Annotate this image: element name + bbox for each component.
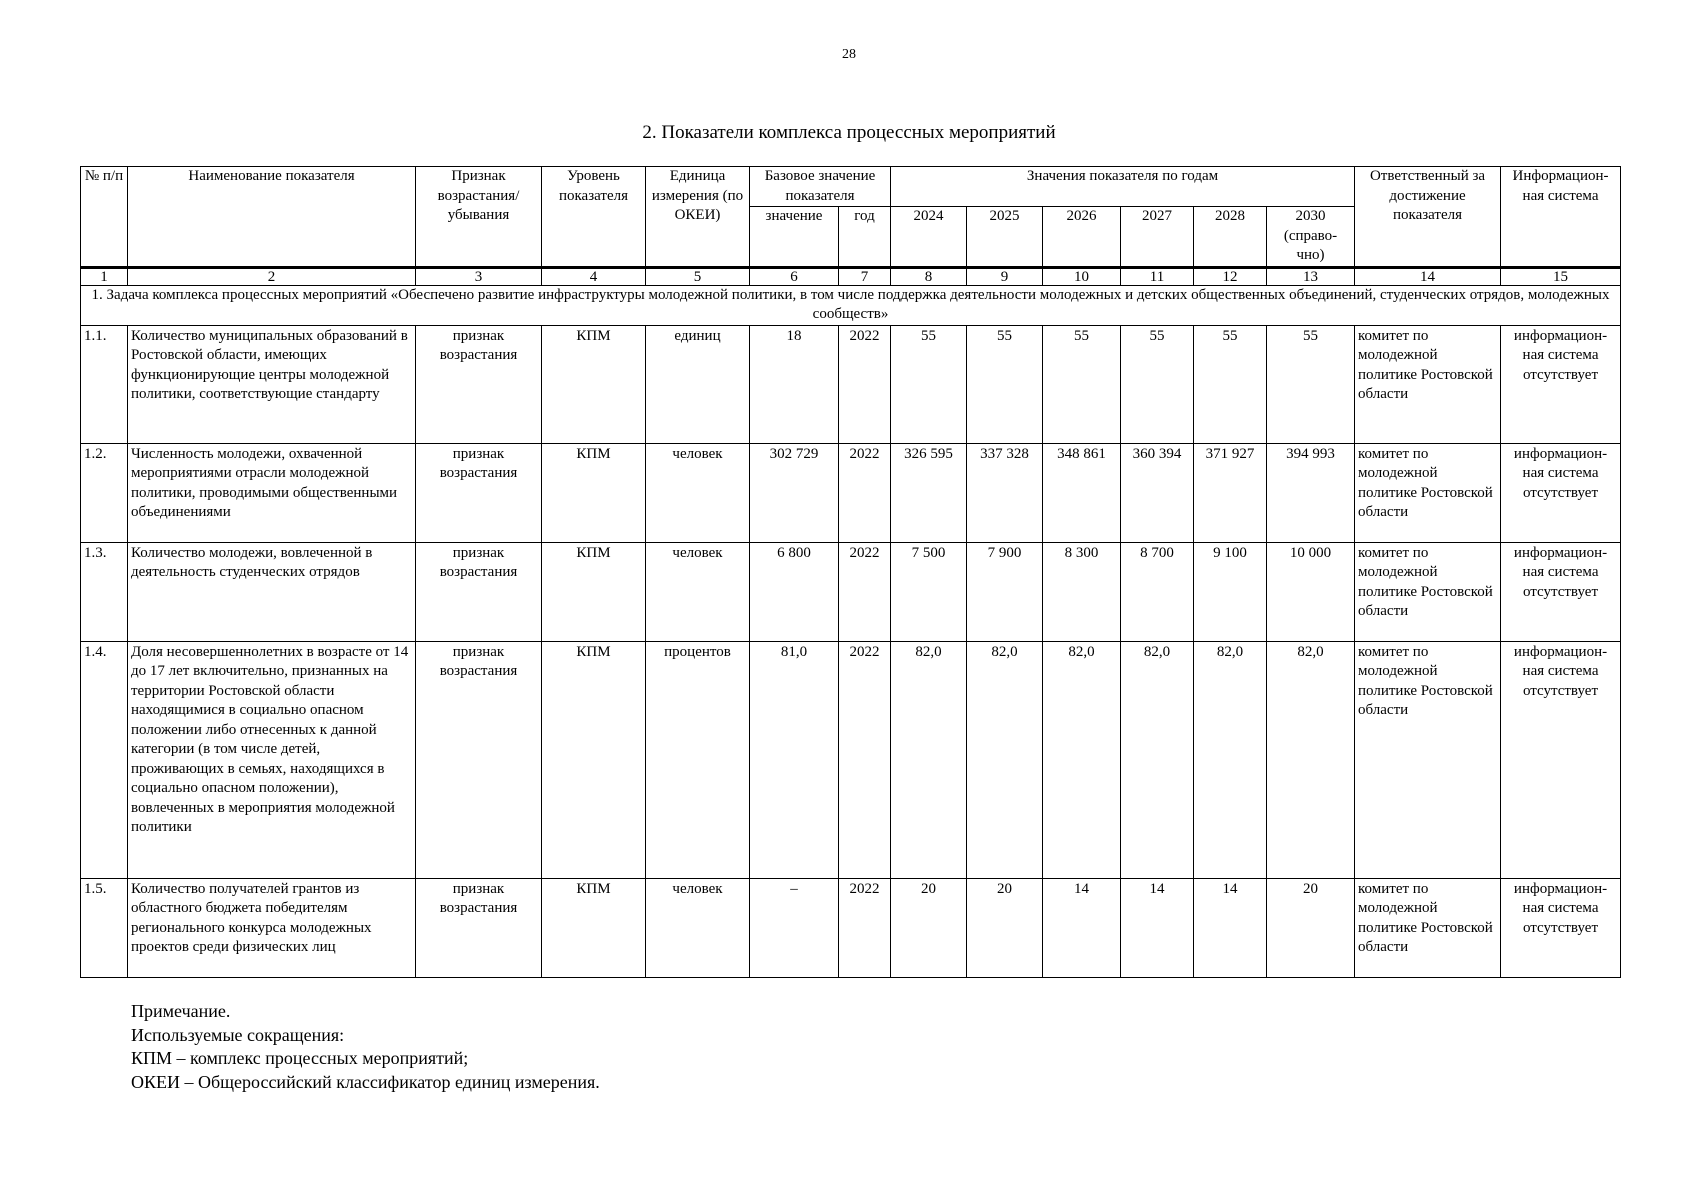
table-row	[81, 641, 1621, 878]
header-year-2028: 2028	[1194, 207, 1267, 268]
header-name: Наименование показателя	[128, 167, 416, 268]
indicator-level: КПМ	[542, 443, 646, 542]
value-2027: 360 394	[1121, 443, 1194, 542]
info-system: информацион-ная система отсутствует	[1501, 443, 1621, 542]
indicator-name: Количество получателей грантов из областного бюджета победителям регионального конкурса молодежных проектов среди физических лиц	[128, 878, 416, 977]
column-number: 2	[128, 267, 416, 285]
table-row	[81, 878, 1621, 977]
note-line: КПМ – комплекс процессных мероприятий;	[131, 1048, 469, 1068]
value-2030: 20	[1267, 878, 1355, 977]
row-number: 1.5.	[81, 878, 128, 977]
base-value: 6 800	[750, 542, 839, 641]
value-2028: 9 100	[1194, 542, 1267, 641]
column-number: 3	[416, 267, 542, 285]
column-number: 5	[646, 267, 750, 285]
header-year-2030: 2030 (справо-чно)	[1267, 207, 1355, 268]
indicator-name: Доля несовершеннолетних в возрасте от 14 до 17 лет включительно, признанных на территории Ростовской области находящимися в социально опасном положении либо отнесенных к данной категории (в том числе детей, проживающих в семьях, находящихся в социально опасном положении), вовлеченных в мероприятия молодежной политики	[128, 641, 416, 878]
column-number: 6	[750, 267, 839, 285]
value-2028: 371 927	[1194, 443, 1267, 542]
responsible: комитет по молодежной политике Ростовской области	[1355, 878, 1501, 977]
header-infosys: Информацион-ная система	[1501, 167, 1621, 268]
column-number: 9	[967, 267, 1043, 285]
value-2025: 7 900	[967, 542, 1043, 641]
column-number: 11	[1121, 267, 1194, 285]
base-value: 81,0	[750, 641, 839, 878]
header-base-group: Базовое значение показателя	[750, 167, 891, 207]
info-system: информацион-ная система отсутствует	[1501, 641, 1621, 878]
header-num: № п/п	[81, 167, 128, 268]
header-years-group: Значения показателя по годам	[891, 167, 1355, 207]
header-unit: Единица измерения (по ОКЕИ)	[646, 167, 750, 268]
task-heading: 1. Задача комплекса процессных мероприятий «Обеспечено развитие инфраструктуры молодежной политики, в том числе поддержка деятельности молодежных и детских общественных объединений, студенческих отрядов, молодежных сообществ»	[81, 285, 1621, 325]
header-year-2026: 2026	[1043, 207, 1121, 268]
row-number: 1.1.	[81, 325, 128, 443]
indicator-unit: процентов	[646, 641, 750, 878]
note-line: ОКЕИ – Общероссийский классификатор единиц измерения.	[131, 1071, 600, 1092]
value-2028: 14	[1194, 878, 1267, 977]
value-2028: 82,0	[1194, 641, 1267, 878]
value-2024: 7 500	[891, 542, 967, 641]
row-number: 1.2.	[81, 443, 128, 542]
column-number: 1	[81, 267, 128, 285]
value-2027: 55	[1121, 325, 1194, 443]
info-system: информацион-ная система отсутствует	[1501, 878, 1621, 977]
column-numbers-row	[81, 267, 1621, 285]
header-year-2024: 2024	[891, 207, 967, 268]
value-2030: 10 000	[1267, 542, 1355, 641]
indicator-unit: человек	[646, 878, 750, 977]
indicator-sign: признак возрастания	[416, 443, 542, 542]
responsible: комитет по молодежной политике Ростовской области	[1355, 325, 1501, 443]
page-title: 2. Показатели комплекса процессных мероприятий	[642, 122, 1056, 143]
note-title: Примечание.	[131, 1001, 231, 1021]
value-2026: 55	[1043, 325, 1121, 443]
value-2024: 82,0	[891, 641, 967, 878]
table-row	[81, 443, 1621, 542]
info-system: информацион-ная система отсутствует	[1501, 325, 1621, 443]
header-level: Уровень показателя	[542, 167, 646, 268]
value-2025: 82,0	[967, 641, 1043, 878]
value-2030: 55	[1267, 325, 1355, 443]
task-row	[81, 285, 1621, 325]
base-value: 18	[750, 325, 839, 443]
indicator-level: КПМ	[542, 542, 646, 641]
base-year: 2022	[839, 878, 891, 977]
header-sign: Признак возрастания/ убывания	[416, 167, 542, 268]
header-base-year: год	[839, 207, 891, 268]
base-year: 2022	[839, 641, 891, 878]
column-number: 15	[1501, 267, 1621, 285]
value-2026: 82,0	[1043, 641, 1121, 878]
value-2026: 348 861	[1043, 443, 1121, 542]
note-abbreviations-title: Используемые сокращения:	[131, 1024, 345, 1045]
indicator-name: Количество молодежи, вовлеченной в деятельность студенческих отрядов	[128, 542, 416, 641]
value-2026: 8 300	[1043, 542, 1121, 641]
indicator-unit: человек	[646, 443, 750, 542]
indicator-level: КПМ	[542, 325, 646, 443]
value-2025: 20	[967, 878, 1043, 977]
indicator-level: КПМ	[542, 641, 646, 878]
header-row	[81, 167, 1621, 207]
column-number: 4	[542, 267, 646, 285]
base-value: –	[750, 878, 839, 977]
header-year-2025: 2025	[967, 207, 1043, 268]
responsible: комитет по молодежной политике Ростовской области	[1355, 542, 1501, 641]
value-2025: 337 328	[967, 443, 1043, 542]
value-2030: 394 993	[1267, 443, 1355, 542]
column-number: 13	[1267, 267, 1355, 285]
value-2024: 55	[891, 325, 967, 443]
value-2025: 55	[967, 325, 1043, 443]
value-2024: 20	[891, 878, 967, 977]
column-number: 8	[891, 267, 967, 285]
indicator-level: КПМ	[542, 878, 646, 977]
value-2027: 14	[1121, 878, 1194, 977]
base-value: 302 729	[750, 443, 839, 542]
column-number: 10	[1043, 267, 1121, 285]
value-2030: 82,0	[1267, 641, 1355, 878]
indicator-unit: человек	[646, 542, 750, 641]
indicator-sign: признак возрастания	[416, 542, 542, 641]
responsible: комитет по молодежной политике Ростовской области	[1355, 641, 1501, 878]
indicator-name: Количество муниципальных образований в Ростовской области, имеющих функционирующие центры молодежной политики, соответствующие стандарту	[128, 325, 416, 443]
base-year: 2022	[839, 542, 891, 641]
indicator-sign: признак возрастания	[416, 878, 542, 977]
value-2027: 82,0	[1121, 641, 1194, 878]
indicator-unit: единиц	[646, 325, 750, 443]
indicator-sign: признак возрастания	[416, 325, 542, 443]
info-system: информацион-ная система отсутствует	[1501, 542, 1621, 641]
indicator-sign: признак возрастания	[416, 641, 542, 878]
indicators-table	[80, 166, 1621, 978]
note	[131, 1000, 600, 1094]
value-2028: 55	[1194, 325, 1267, 443]
header-responsible: Ответственный за достижение показателя	[1355, 167, 1501, 268]
responsible: комитет по молодежной политике Ростовской области	[1355, 443, 1501, 542]
column-number: 14	[1355, 267, 1501, 285]
row-number: 1.3.	[81, 542, 128, 641]
column-number: 7	[839, 267, 891, 285]
header-year-2027: 2027	[1121, 207, 1194, 268]
row-number: 1.4.	[81, 641, 128, 878]
table-row	[81, 325, 1621, 443]
value-2026: 14	[1043, 878, 1121, 977]
base-year: 2022	[839, 325, 891, 443]
value-2027: 8 700	[1121, 542, 1194, 641]
header-base-value: значение	[750, 207, 839, 268]
base-year: 2022	[839, 443, 891, 542]
table-row	[81, 542, 1621, 641]
indicator-name: Численность молодежи, охваченной мероприятиями отрасли молодежной политики, проводимыми общественными объединениями	[128, 443, 416, 542]
column-number: 12	[1194, 267, 1267, 285]
value-2024: 326 595	[891, 443, 967, 542]
page-number: 28	[842, 47, 856, 62]
